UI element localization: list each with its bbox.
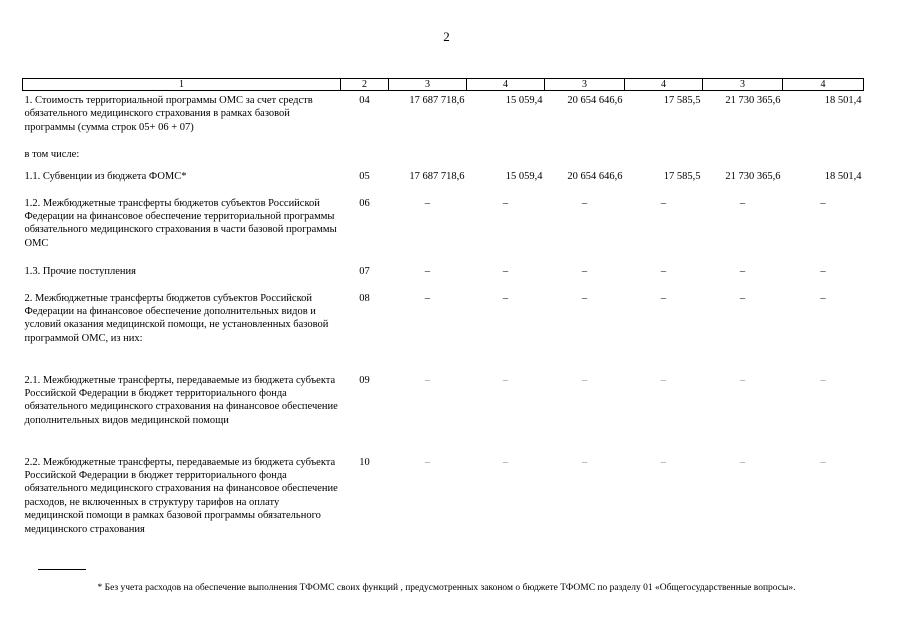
value-cell: – [660,265,667,277]
financial-table [22,78,864,549]
row-code: 05 [359,170,370,182]
header-row [23,79,864,91]
table-row [23,145,864,167]
value-cell: – [502,292,509,304]
value-cell: – [581,374,588,386]
value-cell: 17 585,5 [663,170,701,182]
value-cell: – [581,292,588,304]
value-cell: – [502,374,509,386]
value-cell: – [502,456,509,468]
value-cell: – [502,265,509,277]
header-cell: 1 [23,79,341,91]
row-code: 07 [359,265,370,277]
row-description: 2.1. Межбюджетные трансферты, передаваемые из бюджета субъекта Российской Федерации в бюджет территориального фонда обязательного медицинского страхования на финансовое обеспечение дополнительных видов медицинской помощи [24,374,338,426]
value-cell: 17 687 718,6 [409,95,465,106]
value-cell: – [660,374,667,386]
value-cell: 15 059,4 [505,170,543,182]
value-cell: – [581,265,588,277]
table-row [23,371,864,453]
value-cell: – [424,265,431,277]
value-cell: – [739,456,746,468]
value-cell: – [739,197,746,209]
value-cell: – [820,197,826,209]
row-code: 10 [359,456,370,468]
value-cell: – [820,292,826,304]
value-cell: – [739,374,746,386]
table-row [23,194,864,262]
value-cell: – [424,456,431,468]
value-cell: – [660,456,667,468]
header-cell: 4 [467,79,545,91]
value-cell: – [660,197,667,209]
page-number: 2 [443,29,450,44]
value-cell: 21 730 365,6 [725,170,781,182]
value-cell: 21 730 365,6 [725,95,781,106]
value-cell: 18 501,4 [824,170,862,182]
value-cell: 20 654 646,6 [567,95,623,106]
header-cell: 3 [389,79,467,91]
value-cell: – [739,265,746,277]
value-cell: 17 687 718,6 [409,170,465,182]
value-cell: – [424,197,431,209]
table-row [23,262,864,289]
value-cell: – [424,374,431,386]
value-cell: – [739,292,746,304]
value-cell: – [581,197,588,209]
value-cell: – [424,292,431,304]
header-cell: 3 [545,79,625,91]
value-cell: – [820,374,826,386]
row-description: 1.3. Прочие поступления [24,265,136,277]
row-code: 04 [359,95,370,106]
value-cell: – [660,292,667,304]
value-cell: 18 501,4 [824,95,862,106]
row-code: 06 [359,197,370,209]
header-cell: 2 [341,79,389,91]
value-cell: – [820,265,826,277]
row-description: 1.1. Субвенции из бюджета ФОМС* [24,170,187,182]
footnote: * Без учета расходов на обеспечение выполнения ТФОМС своих функций , предусмотренных законом о бюджете ТФОМС по разделу 01 «Общегосударственные вопросы». [97,583,796,593]
table-row [23,453,864,549]
value-cell: – [820,456,826,468]
row-code: 08 [359,292,370,304]
table-row [23,167,864,194]
row-description: 1. Стоимость территориальной программы ОМС за счет средств обязательного медицинского страхования в рамках базовой программы (сумма строк 05+ 06 + 07) [24,95,313,133]
value-cell: 15 059,4 [505,95,543,106]
table-row [23,289,864,371]
header-cell: 3 [703,79,783,91]
header-cell: 4 [625,79,703,91]
header-cell: 4 [783,79,864,91]
row-description: 2. Межбюджетные трансферты бюджетов субъектов Российской Федерации на финансовое обеспечение дополнительных видов и условий оказания медицинской помощи, не установленных базовой программой ОМС, из них: [24,292,329,344]
value-cell: – [502,197,509,209]
row-description: 2.2. Межбюджетные трансферты, передаваемые из бюджета субъекта Российской Федерации в бюджет территориального фонда обязательного медицинского страхования на финансовое обеспечение расходов, не включенных в структуру тарифов на оплату медицинской помощи в рамках базовой программы обязательного медицинского страхования [24,456,338,535]
row-description: 1.2. Межбюджетные трансферты бюджетов субъектов Российской Федерации на финансовое обеспечение территориальной программы обязательного медицинского страхования в части базовой программы ОМС [24,197,337,249]
row-subheading: в том числе: [24,148,80,160]
row-code: 09 [359,374,370,386]
table-row [23,91,864,145]
value-cell: 20 654 646,6 [567,170,623,182]
value-cell: 17 585,5 [663,95,701,106]
footnote-divider [38,569,86,570]
value-cell: – [581,456,588,468]
